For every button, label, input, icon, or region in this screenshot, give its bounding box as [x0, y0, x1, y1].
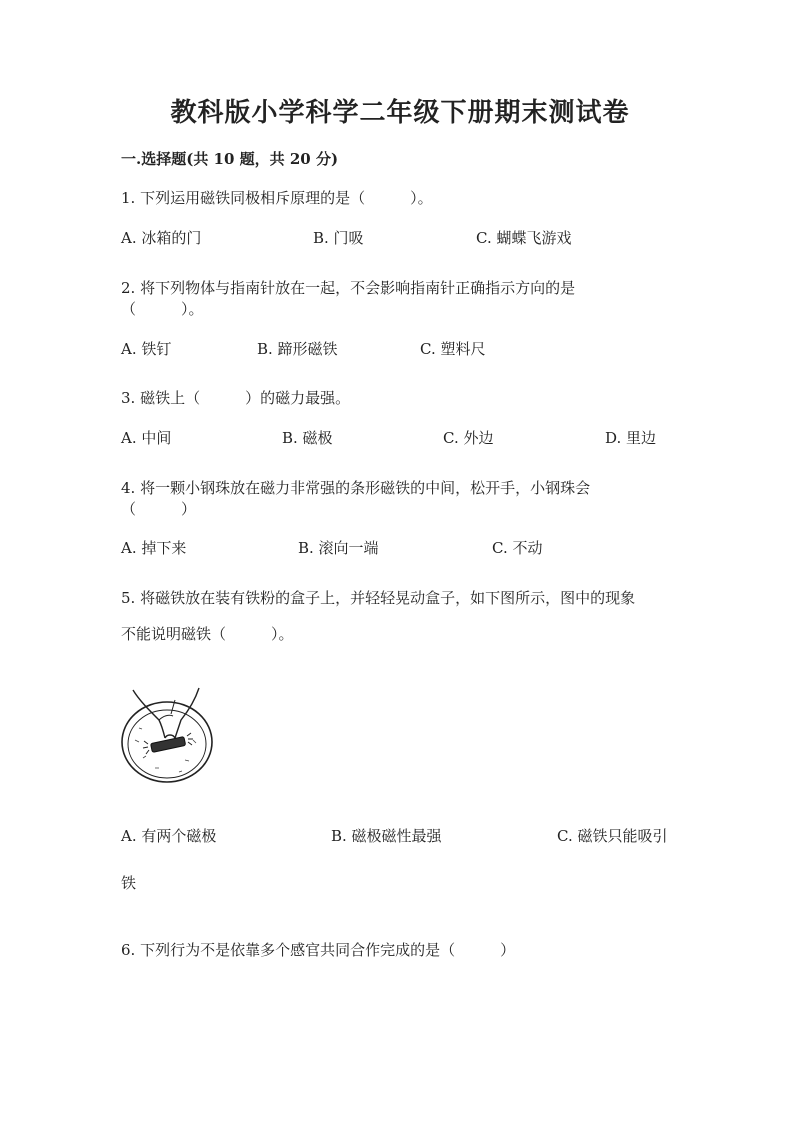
magnet-iron-powder-illustration — [115, 680, 225, 790]
question-3-option-a[interactable]: A. 中间 — [121, 429, 172, 447]
question-2-option-a[interactable]: A. 铁钉 — [121, 340, 172, 358]
question-5-option-c-wrap: 铁 — [121, 874, 137, 892]
question-2-option-b[interactable]: B. 蹄形磁铁 — [257, 340, 338, 358]
question-3-stem: 3. 磁铁上（ ）的磁力最强。 — [121, 389, 351, 407]
question-3-option-c[interactable]: C. 外边 — [443, 429, 494, 447]
question-4-stem-cont: （ ） — [121, 500, 197, 518]
question-1-option-a[interactable]: A. 冰箱的门 — [121, 229, 202, 247]
question-4-option-a[interactable]: A. 掉下来 — [121, 539, 187, 557]
question-4-option-c[interactable]: C. 不动 — [492, 539, 543, 557]
question-4-option-b[interactable]: B. 滚向一端 — [298, 539, 379, 557]
question-1-stem: 1. 下列运用磁铁同极相斥原理的是（ ）。 — [121, 189, 433, 207]
question-4-stem: 4. 将一颗小钢珠放在磁力非常强的条形磁铁的中间，松开手，小钢珠会 — [121, 479, 591, 497]
section-heading: 一.选择题(共 10 题，共 20 分) — [121, 150, 339, 168]
question-2-stem-cont: （ ）。 — [121, 300, 204, 318]
question-5-option-b[interactable]: B. 磁极磁性最强 — [331, 827, 442, 845]
question-3-option-b[interactable]: B. 磁极 — [282, 429, 333, 447]
question-5-option-c[interactable]: C. 磁铁只能吸引 — [557, 827, 668, 845]
page-title: 教科版小学科学二年级下册期末测试卷 — [170, 98, 630, 128]
question-3-option-d[interactable]: D. 里边 — [605, 429, 657, 447]
question-5-stem-cont: 不能说明磁铁（ ）。 — [121, 625, 294, 643]
question-5-stem: 5. 将磁铁放在装有铁粉的盒子上，并轻轻晃动盒子，如下图所示，图中的现象 — [121, 589, 636, 607]
question-1-option-c[interactable]: C. 蝴蝶飞游戏 — [476, 229, 572, 247]
question-1-option-b[interactable]: B. 门吸 — [313, 229, 364, 247]
question-6-stem: 6. 下列行为不是依靠多个感官共同合作完成的是（ ） — [121, 941, 516, 959]
question-2-option-c[interactable]: C. 塑料尺 — [420, 340, 486, 358]
question-2-stem: 2. 将下列物体与指南针放在一起，不会影响指南针正确指示方向的是 — [121, 279, 576, 297]
question-5-option-a[interactable]: A. 有两个磁极 — [121, 827, 217, 845]
